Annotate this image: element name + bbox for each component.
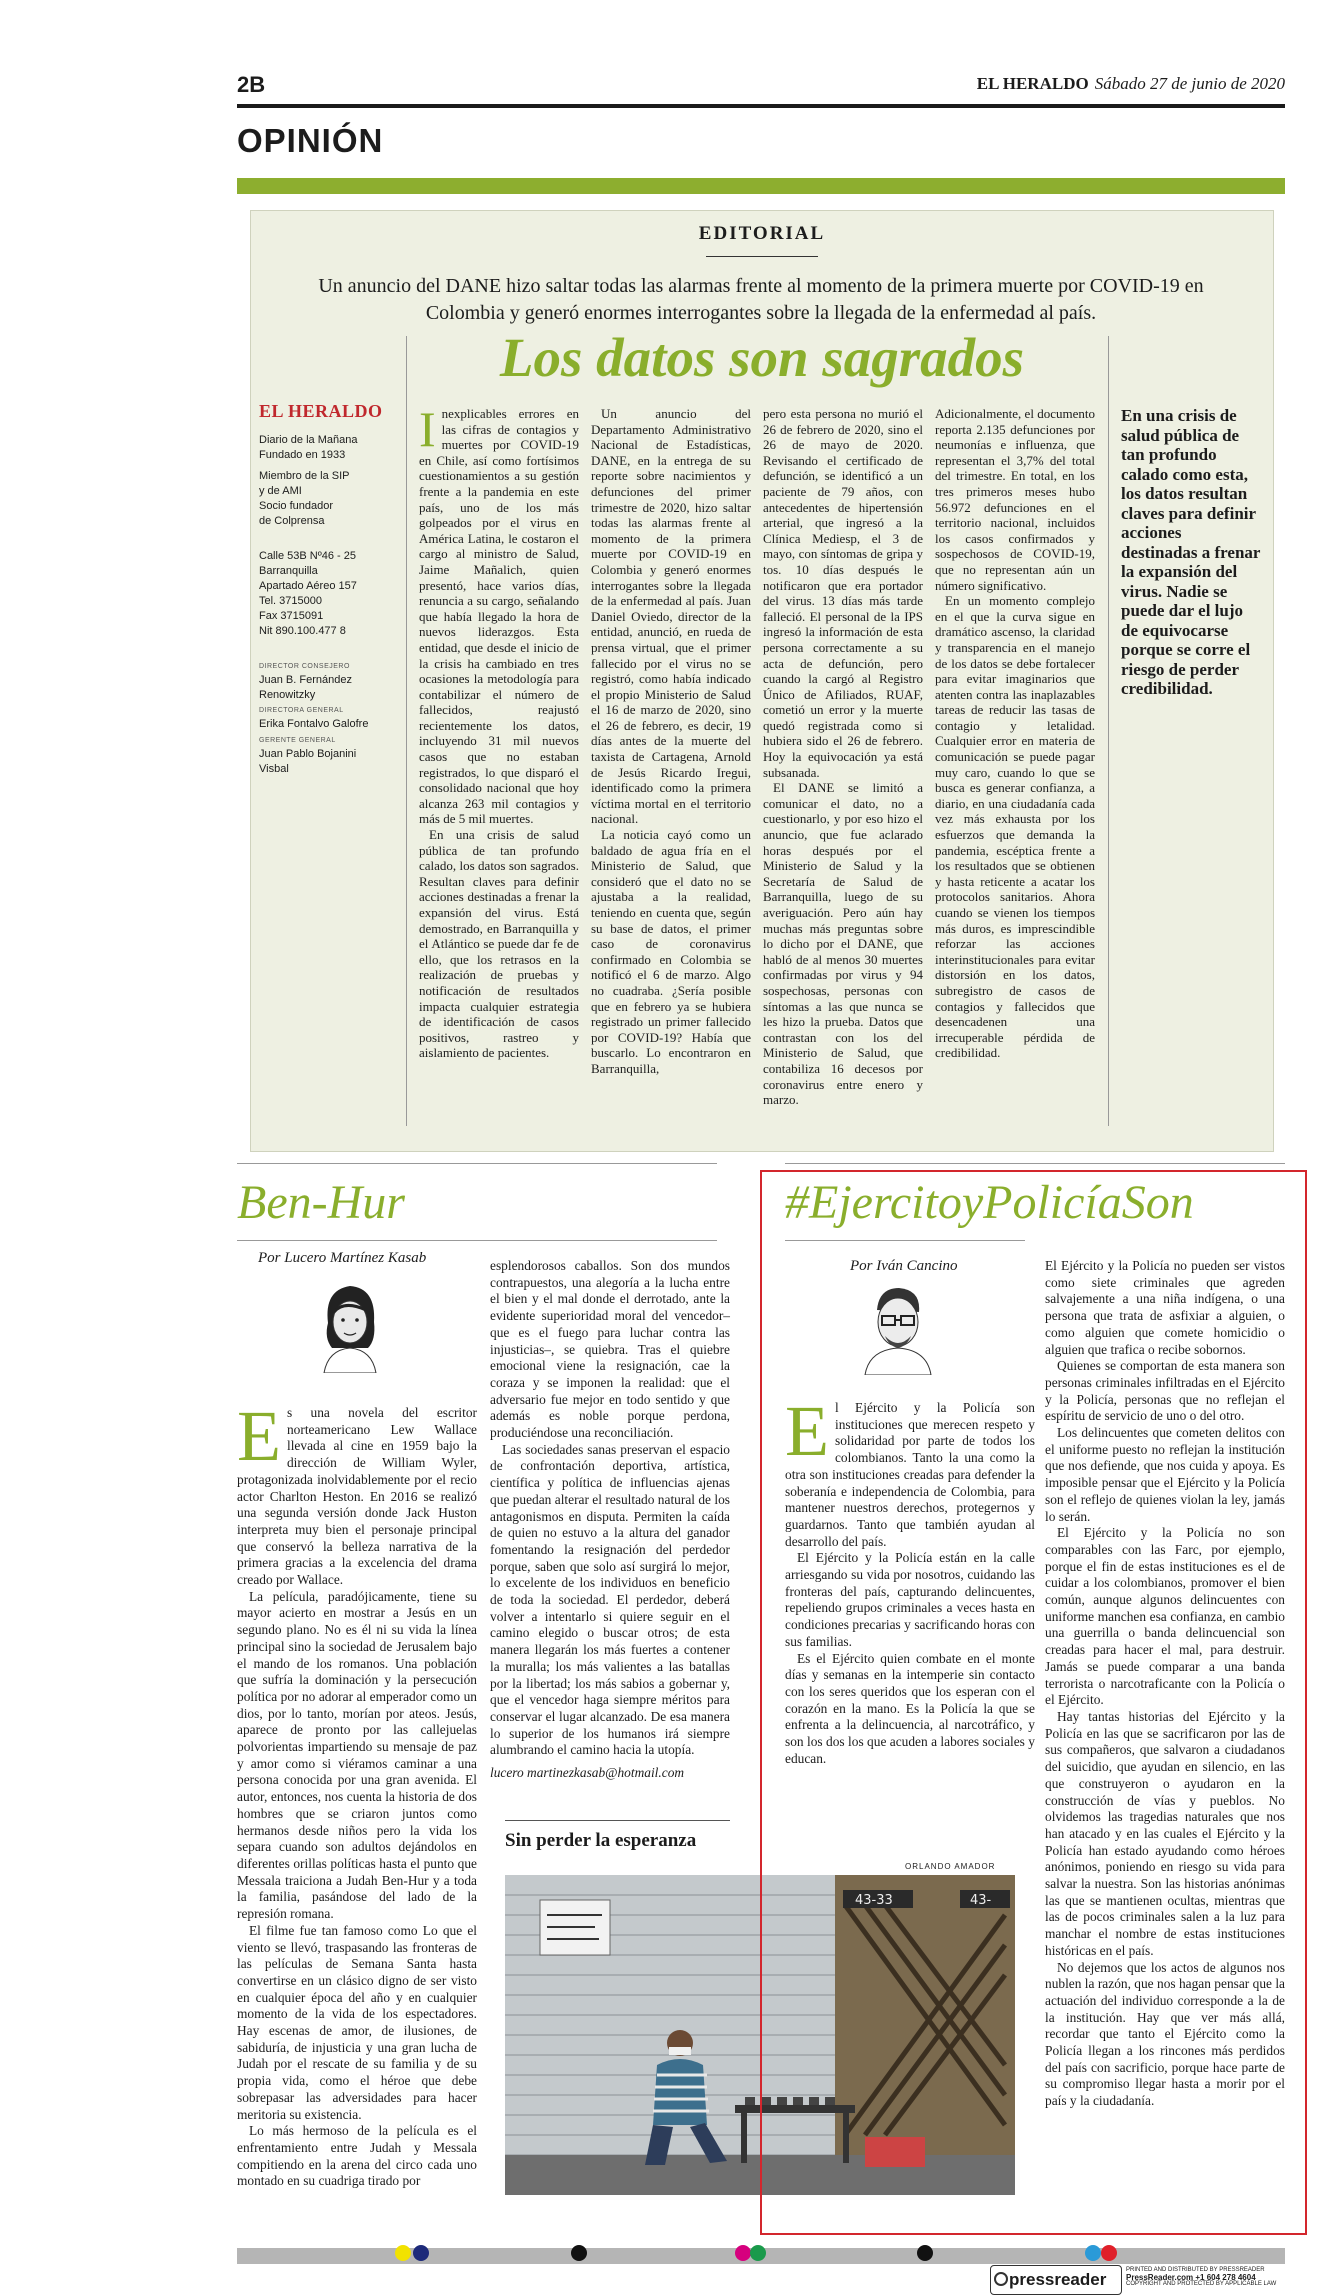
editorial-column-3 [763, 406, 923, 1108]
registration-dot [395, 2245, 411, 2261]
pressreader-line: COPYRIGHT AND PROTECTED BY APPLICABLE LAW [1126, 2281, 1277, 2287]
pressreader-footer [990, 2265, 1285, 2293]
section-rule [237, 1163, 717, 1164]
editorial-deck: Un anuncio del DANE hizo saltar todas las alarmas frente al momento de la primera muerte por COVID-19 en Colombia y generó enormes interrogantes sobre la llegada de la enfermedad al país. [318, 275, 1204, 324]
paragraph: El DANE se limitó a comunicar el dato, no a cuestionarlo, y por eso hizo el anuncio, que fue aclarado horas después por el Ministerio de Salud y la Secretaría de Salud de Barranquilla, luego de su averiguación. Pero aún hay muchas más preguntas sobre lo dicho por el DANE, que habló de al menos 30 muertes confirmadas por virus y 94 sospechosas, personas con síntomas a las que nunca se les hizo la prueba. Datos que contrastan con los del Ministerio de Salud, que contabiliza 16 decesos por coronavirus entre enero y marzo. [763, 780, 923, 1108]
pressreader-logo-icon [994, 2272, 1008, 2286]
photo-rule [505, 1820, 730, 1821]
pressreader-line: PRINTED AND DISTRIBUTED BY PRESSREADER [1126, 2267, 1265, 2273]
highlight-box [760, 1170, 1307, 2235]
pressreader-notice [1126, 2267, 1286, 2288]
section-rule [785, 1163, 1285, 1164]
paragraph: Los delincuentes que cometen delitos con el uniforme puesto no reflejan la institución que nos defiende, que nos cuida y apoya. Es imposible pensar que el Ejército y la Policía son el reflejo de quienes violan la ley, jamás lo serán. [1045, 1425, 1285, 1524]
paragraph: Adicionalmente, el documento reporta 2.135 defunciones por neumonías e influenza, que representan el 3,7% del total del trimestre. En total, en los tres primeros meses hubo 56.972 defunciones en el territorio nacional, incluidos los casos confirmados y sospechosos de COVID-19, que no representan aún un número significativo. [935, 406, 1095, 593]
paragraph: pero esta persona no murió el 26 de febrero de 2020, sino el 26 de mayo de 2020. Revisando el certificado de defunción, se identificó a un paciente de 79 años, con antecedentes de hipertensión arterial, que ingresó a la Clínica Mediesp, el 3 de mayo, con síntomas de gripa y tos. 10 días después le notificaron que era portador del virus. 13 días más tarde falleció. El personal de la IPS ingresó la información de esta persona correctamente a su acta de defunción, pero cuando la cargó al Registro Único de Afiliados, RUAF, cometió un error y la muerte quedó registrada como si hubiera sido el 26 de febrero. Hoy la equivocación ya está subsanada. [763, 406, 923, 780]
photo-sign-number: 43- [970, 1893, 992, 1908]
header-rule [237, 104, 1285, 108]
staff-name: Juan Pablo Bojanini Visbal [259, 748, 357, 775]
paragraph: Un anuncio del Departamento Administrativo Nacional de Estadísticas, DANE, en la entrega de su reporte sobre nacimientos y defunciones del primer trimestre de 2020, hizo saltar todas las alarmas frente al momento de la primera muerte por COVID-19 en Colombia y generó enormes interrogantes sobre la llegada de la enfermedad al país. Juan Daniel Oviedo, director de la entidad, anunció, en rueda de prensa virtual, que el primer fallecido por el virus no se registró, como había indicado el propio Ministerio de Salud el 16 de marzo de 2020, sino el 26 de febrero, es decir, 19 días antes de la muerte del taxista de Cartagena, Arnold de Jesús Ricardo Iregui, identificado como la primera víctima mortal en el territorio nacional. [591, 406, 751, 827]
staff-role: DIRECTOR CONSEJERO [259, 663, 350, 670]
paragraph: l Ejército y la Policía son instituciones que merecen respeto y solidaridad por parte de todos los colombianos. Tanto la una como la otra son instituciones creadas para defender la soberanía e independencia de Colombia, para mantener nuestros derechos, protegernos y guardarnos. Tanto que también ayudan al desarrollo del país. [785, 1400, 1035, 1549]
paragraph: El Ejército y la Policía no pueden ser vistos como siete criminales que agreden salvajemente a una niña indígena, o una persona que trata de asfixiar a alguien, o como alguien que comete homicidio o alguien que trafica o recibe sobornos. [1045, 1258, 1285, 1357]
photo-title: Sin perder la esperanza [505, 1830, 697, 1851]
registration-dot [413, 2245, 429, 2261]
registration-dot [750, 2245, 766, 2261]
pull-quote: En una crisis de salud pública de tan profundo calado como esta, los datos resultan claves para definir acciones destinadas a frenar la expansión del virus. Nadie se puede dar el lujo de equivocarse porque se corre el riesgo de perder credibilidad. [1121, 406, 1261, 698]
section-accent-bar [237, 178, 1285, 194]
editorial-column-4 [935, 406, 1095, 1061]
paragraph: El filme fue tan famoso como Lo que el viento se llevó, traspasando las fronteras de las películas de Semana Santa hasta convertirse en un clásico digno de ser visto en cualquier época del año y en cualquier momento de la vida de los espectadores. Hay escenas de amor, de ilusiones, de sabiduría, de injusticia y una gran lucha de Judah por el rescate de su familia y de su propia vida, como el héroe que debe sobrepasar las adversidades para hacer meritoria su existencia. [237, 1922, 477, 2122]
paragraph: Hay tantas historias del Ejército y la Policía en las que se sacrificaron por las de sus compañeros, que salvaron a ciudadanos del suicidio, que ayudan en silencio, en las que construyeron o ayudaron en la construcción de vías y pueblos. No olvidemos las tragedias naturales que nos han atacado y en las cuales el Ejército y la Policía han estado ayudando como héroes anónimos, poniendo en riesgo su vida para salvar la nuestra. Son las historias anónimas las que se mantienen ocultas, mientras que las de pocos criminales salen a la luz para manchar el nombre de estas instituciones históricas en el país. [1045, 1708, 1285, 1958]
paragraph: La noticia cayó como un baldado de agua fría en el Ministerio de Salud, que consideró que el dato no se ajustaba a la realidad, teniendo en cuenta que, según su base de datos, el primer caso de coronavirus confirmado en Colombia se notificó el 6 de marzo. Algo no cuadraba. ¿Sería posible que en febrero ya se hubiera registrado un primer fallecido por COVID-19? Había que buscarlo. Lo encontraron en Barranquilla, [591, 827, 751, 1076]
benhur-byline: Por Lucero Martínez Kasab [258, 1250, 427, 1266]
editorial-column-2 [591, 406, 751, 1077]
ejercito-headline: #EjercitoyPolicíaSon [785, 1176, 1194, 1229]
paragraph: nexplicables errores en las cifras de contagios y muertes por COVID-19 en Chile, así como fortísimos cuestionamientos a su gestión frente a la pandemia en este país, uno de los más golpeados por el virus en América Latina, le costaron el cargo al ministro de Salud, Jaime Mañalich, quien presentó, hace varios días, renuncia a su cargo, señalando que había llegado la hora de nuevos liderazgos. Esta entidad, que desde el inicio de la crisis ha cambiado en tres ocasiones la metodología para contabilizar el número de fallecidos, reajustó recientemente los datos, incluyendo 31 mil nuevos casos que no estaban registrados, lo que disparó el consolidado nacional que hoy alcanza 263 mil contagios y más de 5 mil muertes. [419, 406, 579, 827]
masthead-founded: Diario de la Mañana Fundado en 1933 [259, 434, 358, 461]
paragraph: El Ejército y la Policía no son comparables con las Farc, por ejemplo, porque el fin de estas instituciones es el de cuidar a los colombianos, promover el bien común, aunque algunos delincuentes con uniforme manchen esa confianza, en cambio una guerrilla o banda delincuencial son creadas para hacer el mal, para destruir. Jamás se puede comparar a una banda terrorista o narcotraficante con la Policía o el Ejército. [1045, 1525, 1285, 1708]
masthead-membership: Miembro de la SIP y de AMI Socio fundador de Colprensa [259, 470, 350, 527]
column-divider [406, 336, 407, 1126]
editorial-box [250, 210, 1274, 1152]
header-masthead [977, 74, 1285, 94]
registration-dot [917, 2245, 933, 2261]
section-title: OPINIÓN [237, 122, 384, 159]
photo-sign-number: 43-33 [855, 1893, 893, 1908]
author-portrait [310, 1278, 390, 1373]
paragraph: s una novela del escritor norteamericano Lew Wallace llevada al cine en 1959 bajo la dirección de William Wyler, protagonizada inolvidablemente por el recio actor Charlton Heston. En 2016 se realizó una segunda versión donde Jack Huston interpreta muy bien el personaje principal que conservó la belleza narrativa de la primera gracias a la excelencia del drama creado por Wallace. [237, 1405, 477, 1588]
section-rule [237, 1240, 717, 1241]
drop-cap: E [785, 1391, 829, 1471]
paragraph: La película, paradójicamente, tiene su mayor acierto en mostrar a Jesús en un segundo plano. No es él ni su vida la línea principal sino la sociedad de Jerusalem bajo el mando de los romanos. Una población que sufría la dominación y la persecución política por no adorar al emperador como un dios, por lo tanto, morían por ateos. Jesús, aparece de pronto por las callejuelas polvorientas impartiendo su mensaje de paz y amor como si viéramos caminar a una persona conocida por una gran avenida. El autor, entonces, nos cuenta la historia de dos hombres que se criaron juntos como hermanos desde niños pero la vida los separa cuando son adultos dejándolos en diferentes orillas políticas hasta el punto que Messala traiciona a Judah Ben-Hur y a toda la familia, pasándose del lado de la represión romana. [237, 1588, 477, 1922]
benhur-headline: Ben-Hur [237, 1176, 405, 1229]
pressreader-brand: pressreader [1009, 2270, 1107, 2289]
editorial-column-1 [419, 401, 579, 1061]
color-registration-bar [237, 2248, 1285, 2264]
pressreader-badge[interactable] [990, 2265, 1122, 2295]
header-date: Sábado 27 de junio de 2020 [1094, 74, 1285, 93]
registration-dot [1085, 2245, 1101, 2261]
photo-credit: ORLANDO AMADOR [905, 1862, 996, 1871]
paragraph: Lo más hermoso de la película es el enfrentamiento entre Judah y Messala compitiendo en la arena del circo cada uno montado en su cuadriga tirado por [237, 2123, 477, 2189]
ejercito-byline: Por Iván Cancino [850, 1258, 958, 1274]
paper-logo: EL HERALDO [259, 401, 383, 421]
benhur-column-1 [237, 1396, 477, 2190]
paragraph: Es el Ejército quien combate en el monte días y semanas en la intemperie sin contacto con los seres queridos que los esperan con el corazón en la mano. Es la Policía la que se enfrenta a la delincuencia, al narcotráfico, y son los dos los que acuden a labores sociales y educan. [785, 1650, 1035, 1766]
page-number: 2B [237, 72, 266, 97]
drop-cap: I [419, 401, 436, 457]
paragraph: El Ejército y la Policía están en la calle arriesgando su vida por nosotros, cuidando las fronteras del país, capturando delincuentes, repeliendo grupos criminales a veces hasta en condiciones precarias y sacrificando horas con sus familias. [785, 1550, 1035, 1649]
pressreader-url: PressReader.com +1 604 278 4604 [1126, 2273, 1256, 2282]
editorial-headline: Los datos son sagrados [499, 327, 1025, 388]
registration-dot [1101, 2245, 1117, 2261]
registration-dot [735, 2245, 751, 2261]
column-divider [1108, 336, 1109, 1126]
staff-name: Erika Fontalvo Galofre [259, 718, 369, 730]
registration-dot [571, 2245, 587, 2261]
masthead-address: Calle 53B Nº46 - 25 Barranquilla Apartado Aéreo 157 Tel. 3715000 Fax 3715091 Nit 890.100.477 8 [259, 550, 357, 637]
staff-role: DIRECTORA GENERAL [259, 707, 344, 714]
drop-cap: E [237, 1396, 281, 1476]
paragraph: En una crisis de salud pública de tan profundo calado, los datos son sagrados. Resultan claves para definir acciones destinadas a frenar la expansión del virus. Está demostrado, en Barranquilla y el Atlántico se puede dar fe de ello, que los retrasos en la realización de pruebas y notificación de resultados impacta cualquier estrategia de identificación de casos positivos, rastreo y aislamiento de pacientes. [419, 827, 579, 1061]
author-email: lucero martinezkasab@hotmail.com [490, 1765, 685, 1781]
paragraph: Las sociedades sanas preservan el espacio de confrontación deportiva, artística, científica y política de influencias ajenas que puedan alterar el resultado natural de los antagonismos en disputa. Permiten la caída de quien no estuvo a la altura del ganador fomentando la resignación del perdedor porque, saben que solo así surgirá lo mejor, lo excelente de los individuos en beneficio de toda la sociedad. El perdedor, deberá volver a intentarlo si quiere seguir en el camino elegido o buscar otros; de esta manera llegarán los más fuertes a contener la muralla; los más valientes a las batallas por la libertad; los más sabios a gobernar y, que el vencedor haga siempre méritos para conservar el lugar alcanzado. De esa manera lo superior de los humanos irá siempre alumbrando el camino hacia la utopía. [490, 1441, 730, 1758]
editorial-label-rule [706, 256, 818, 257]
paragraph: Quienes se comportan de esta manera son personas criminales infiltradas en el Ejército y la Policía, personas que no reflejan el espíritu de servicio de uno o del otro. [1045, 1358, 1285, 1424]
paragraph: No dejemos que los actos de algunos nos nublen la razón, que nos hagan pensar que la actuación del individuo corresponde a la de la institución. Hay que ver más allá, recordar que tanto el Ejército como la Policía llegan a los rincones más perdidos del país con sacrificio, porque hace parte de su compromiso llegar hasta a morir por el país y la ciudadanía. [1045, 1959, 1285, 2109]
staff-role: GERENTE GENERAL [259, 737, 336, 744]
staff-name: Juan B. Fernández Renowitzky [259, 674, 352, 701]
paragraph: esplendorosos caballos. Son dos mundos contrapuestos, una alegoría a la lucha entre el bien y el mal donde el derrotado, ante la evidente superioridad moral del vencedor–que es el fuego para luchar contra las injusticias–, se quiebra. Tras el quiebre emocional viene la resignación, cae la coraza y se imponen la realidad: que el adversario fue mejor en todo sentido y que además es noble porque perdona, produciéndose una reconciliación. [490, 1258, 730, 1441]
benhur-column-2 [490, 1258, 730, 1782]
editorial-label: EDITORIAL [698, 223, 826, 244]
header-paper-name: EL HERALDO [976, 74, 1089, 93]
paragraph: En un momento complejo en el que la curva sigue en dramático ascenso, la claridad y transparencia en el manejo de los datos se debe fortalecer para evitar imaginarios que atenten contra las inaplazables tareas de reducir las tasas de contagio y letalidad. Cualquier error en materia de comunicación se puede pagar muy caro, cuando lo que se busca es generar confianza, a diario, en una ciudadanía cada vez más exhausta por los esfuerzos que demanda la pandemia, escéptica frente a los resultados que se obtienen y hasta reticente a acatar los protocolos sanitarios. Ahora cuando se vienen los tiempos más duros, es imprescindible reforzar las acciones interinstitucionales para evitar distorsión en los datos, subregistro de casos de contagios y fallecidos que desencadenen una irrecuperable pérdida de credibilidad. [935, 593, 1095, 1061]
